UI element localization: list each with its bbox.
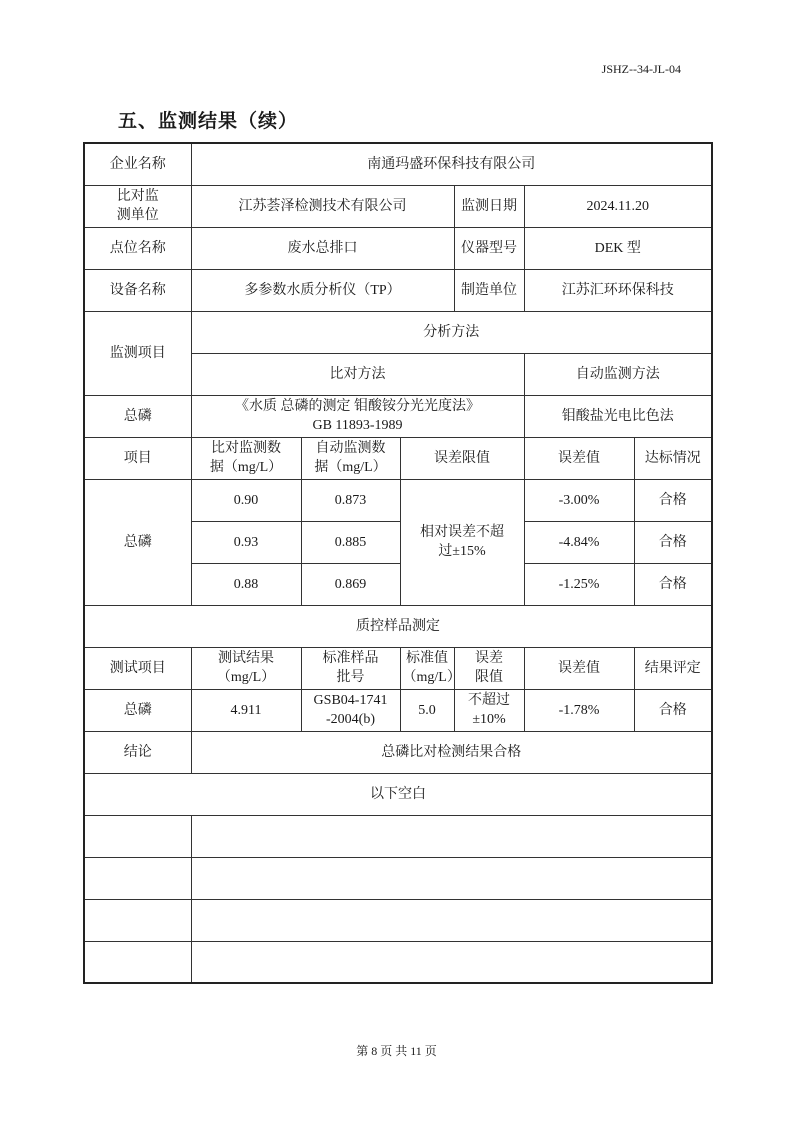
empty-row [84, 857, 712, 899]
compare-header-row [84, 437, 712, 479]
empty-row [84, 941, 712, 983]
analysis-label: 分析方法 [191, 311, 712, 353]
model-label: 仪器型号 [454, 227, 524, 269]
empty-row [84, 815, 712, 857]
company-label: 企业名称 [84, 143, 191, 185]
point-value: 废水总排口 [191, 227, 454, 269]
empty-row [84, 899, 712, 941]
compare-error-value: -3.00% [524, 479, 634, 521]
page-footer: 第 8 页 共 11 页 [356, 1044, 437, 1058]
device-row [84, 269, 712, 311]
qc-error: -1.78% [524, 689, 634, 731]
qc-header-batch: 标准样品 批号 [301, 647, 400, 689]
maker-label: 制造单位 [454, 269, 524, 311]
compare-ref-value: 0.90 [191, 479, 301, 521]
compare-header-error: 误差值 [524, 437, 634, 479]
compare-method-label: 比对方法 [191, 353, 524, 395]
compare-status: 合格 [634, 563, 712, 605]
compare-header-auto: 自动监测数 据（mg/L） [301, 437, 400, 479]
compare-param: 总磷 [84, 479, 191, 605]
unit-row [84, 185, 712, 227]
qc-header-row [84, 647, 712, 689]
compare-auto-value: 0.885 [301, 521, 400, 563]
compare-header-item: 项目 [84, 437, 191, 479]
method-param: 总磷 [84, 395, 191, 437]
compare-error-value: -4.84% [524, 521, 634, 563]
conclusion-text: 总磷比对检测结果合格 [191, 731, 712, 773]
qc-header-error: 误差值 [524, 647, 634, 689]
section-title: 五、监测结果（续） [118, 111, 299, 132]
company-value: 南通玛盛环保科技有限公司 [191, 143, 712, 185]
qc-std: 5.0 [400, 689, 454, 731]
compare-ref-value: 0.88 [191, 563, 301, 605]
analysis-header-row [84, 311, 712, 353]
qc-title: 质控样品测定 [84, 605, 712, 647]
compare-header-status: 达标情况 [634, 437, 712, 479]
compare-auto-value: 0.869 [301, 563, 400, 605]
qc-limit: 不超过 ±10% [454, 689, 524, 731]
auto-method-value: 钼酸盐光电比色法 [524, 395, 712, 437]
qc-header-result: 测试结果 （mg/L） [191, 647, 301, 689]
point-row [84, 227, 712, 269]
conclusion-label: 结论 [84, 731, 191, 773]
method-row [84, 395, 712, 437]
device-value: 多参数水质分析仪（TP） [191, 269, 454, 311]
maker-value: 江苏汇环环保科技 [524, 269, 712, 311]
item-label: 监测项目 [84, 311, 191, 395]
qc-result: 4.911 [191, 689, 301, 731]
qc-batch: GSB04-1741 -2004(b) [301, 689, 400, 731]
compare-method-value: 《水质 总磷的测定 钼酸铵分光光度法》 GB 11893-1989 [191, 395, 524, 437]
date-label: 监测日期 [454, 185, 524, 227]
qc-param: 总磷 [84, 689, 191, 731]
unit-label: 比对监 测单位 [84, 185, 191, 227]
compare-header-ref: 比对监测数 据（mg/L） [191, 437, 301, 479]
compare-error-value: -1.25% [524, 563, 634, 605]
qc-header-std: 标准值 （mg/L） [400, 647, 454, 689]
compare-limit: 相对误差不超 过±15% [400, 479, 524, 605]
point-label: 点位名称 [84, 227, 191, 269]
table-row [84, 479, 712, 521]
conclusion-row [84, 731, 712, 773]
document-code: JSHZ--34-JL-04 [601, 62, 681, 76]
compare-header-limit: 误差限值 [400, 437, 524, 479]
monitoring-results-table [83, 142, 713, 984]
blank-note-row [84, 773, 712, 815]
date-value: 2024.11.20 [524, 185, 712, 227]
qc-eval: 合格 [634, 689, 712, 731]
blank-note: 以下空白 [84, 773, 712, 815]
unit-value: 江苏荟泽检测技术有限公司 [191, 185, 454, 227]
qc-header-eval: 结果评定 [634, 647, 712, 689]
qc-row [84, 689, 712, 731]
company-row [84, 143, 712, 185]
device-label: 设备名称 [84, 269, 191, 311]
model-value: DEK 型 [524, 227, 712, 269]
compare-status: 合格 [634, 521, 712, 563]
qc-header-limit: 误差 限值 [454, 647, 524, 689]
auto-method-label: 自动监测方法 [524, 353, 712, 395]
compare-ref-value: 0.93 [191, 521, 301, 563]
compare-auto-value: 0.873 [301, 479, 400, 521]
qc-header-item: 测试项目 [84, 647, 191, 689]
qc-title-row [84, 605, 712, 647]
compare-status: 合格 [634, 479, 712, 521]
